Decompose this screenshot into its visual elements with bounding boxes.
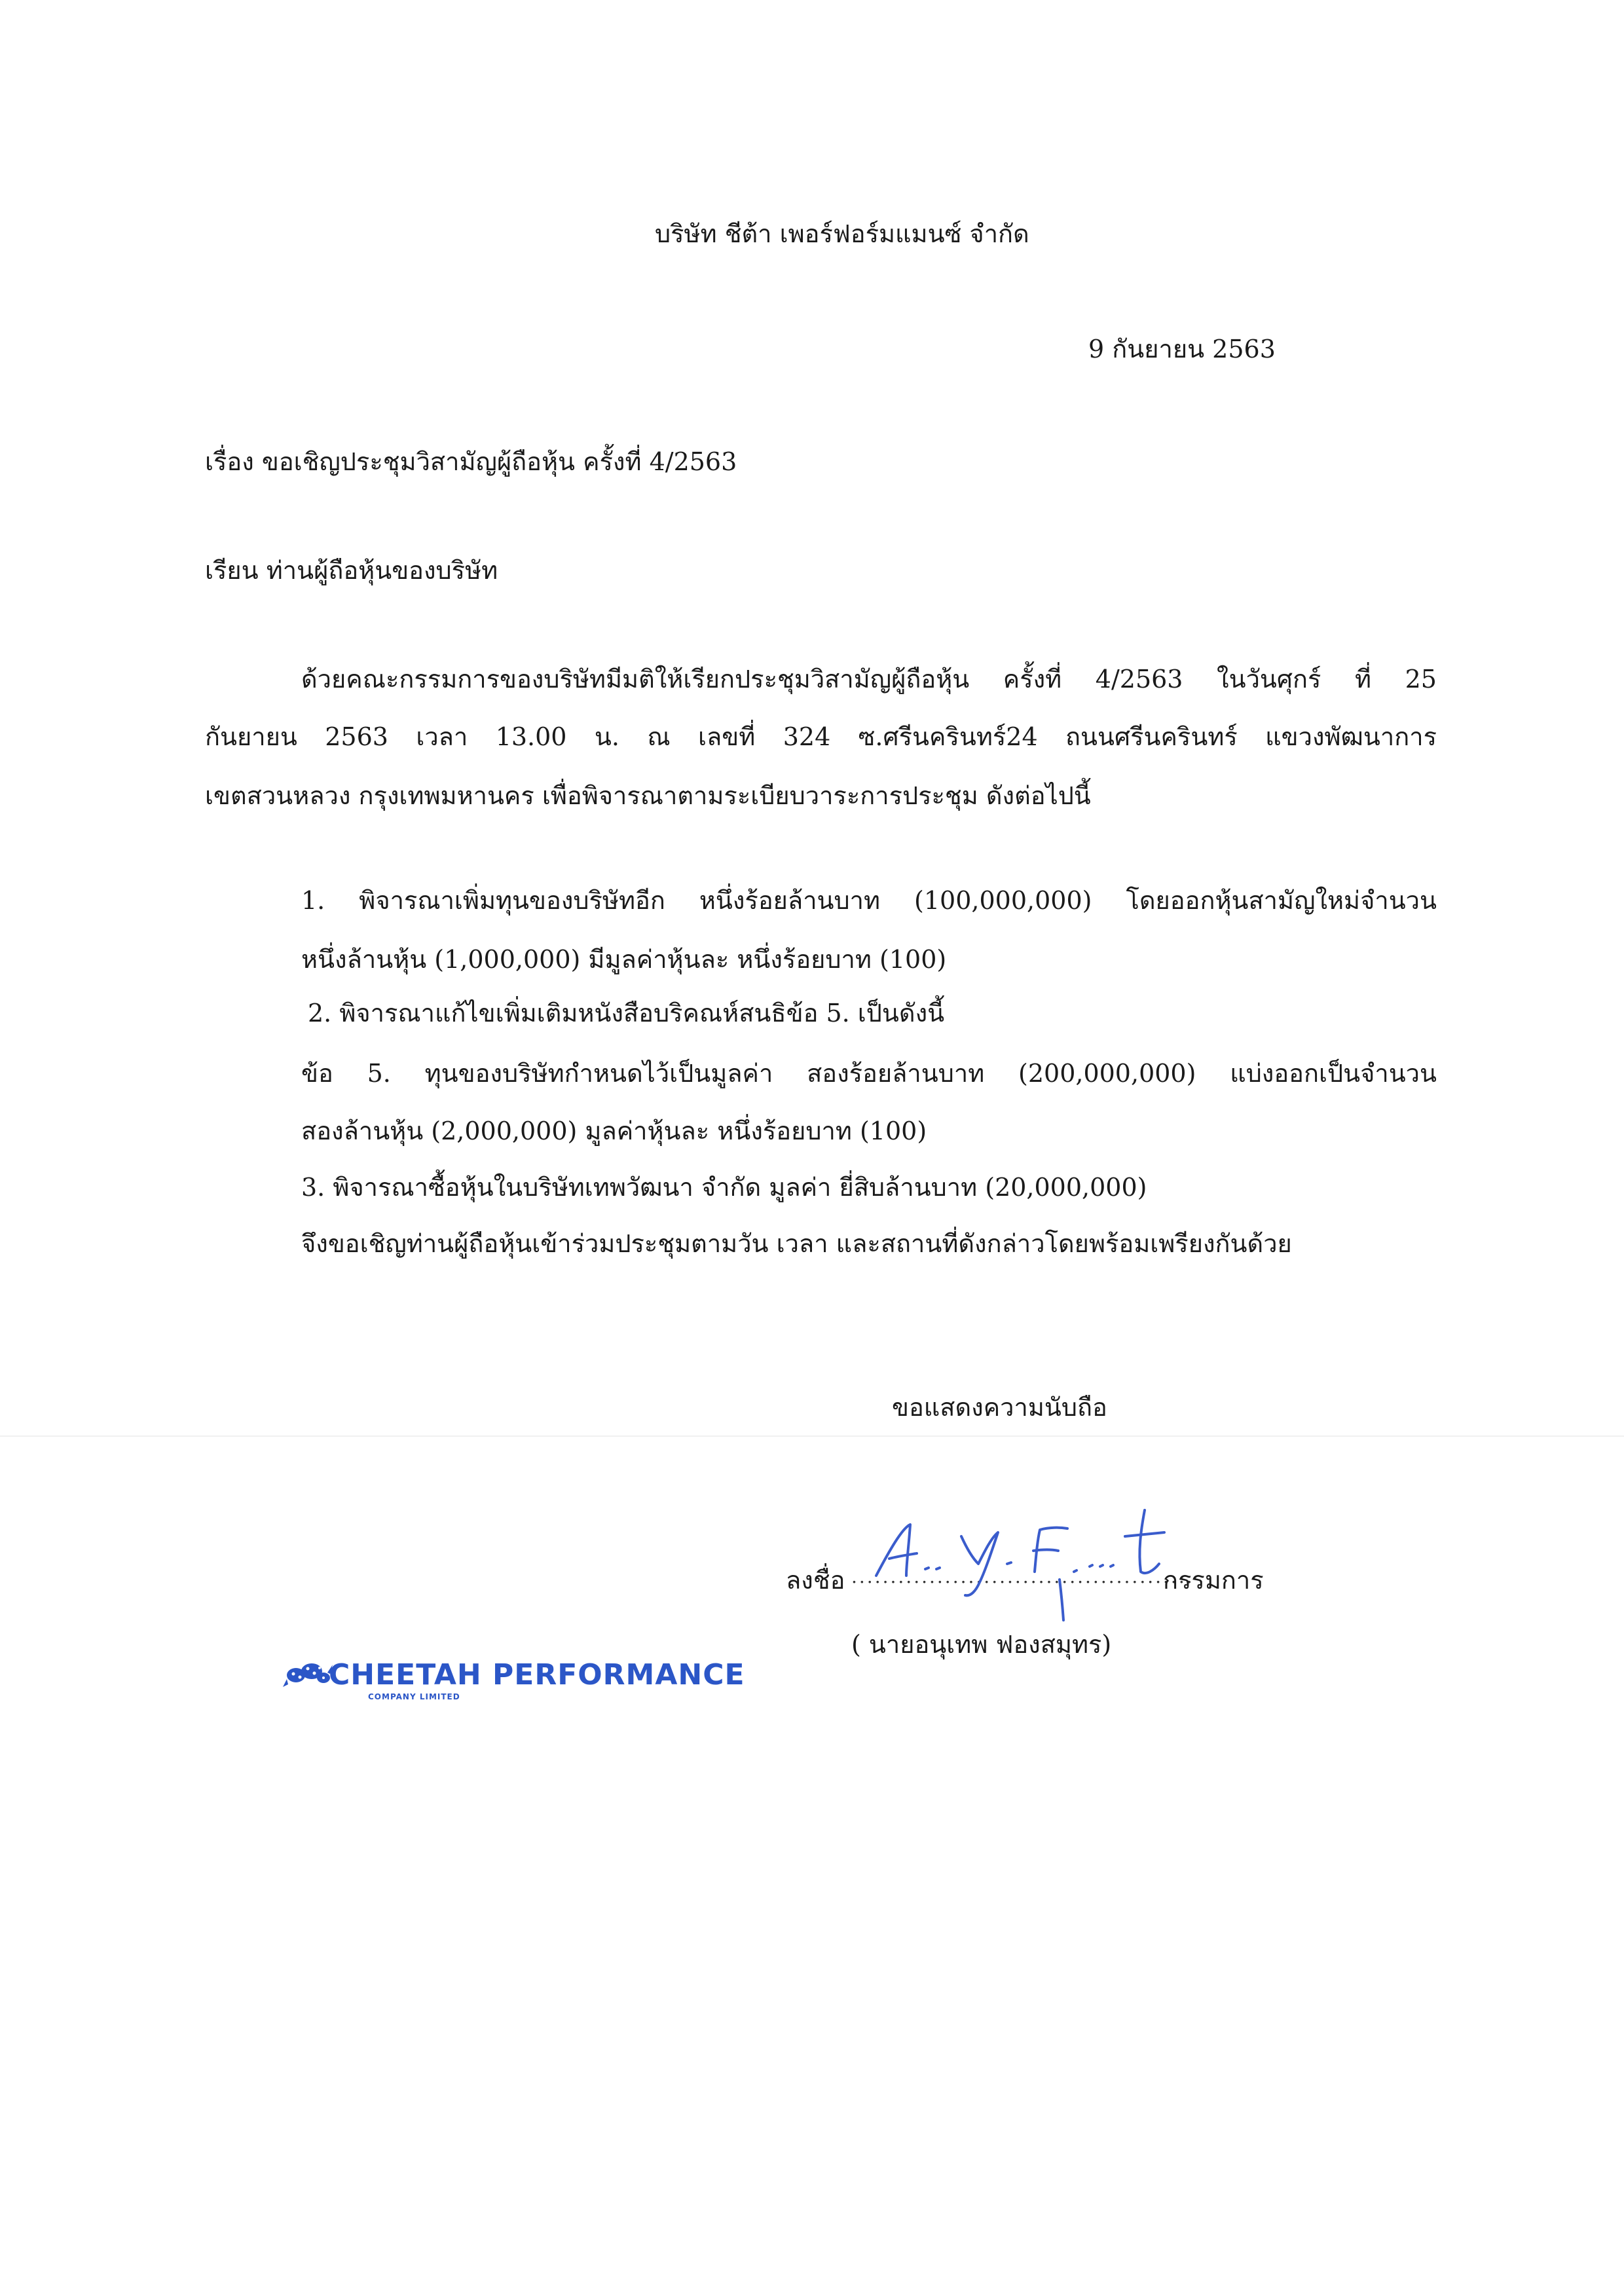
regards: ขอแสดงความนับถือ xyxy=(892,1393,1107,1422)
recipient-line: เรียน ท่านผู้ถือหุ้นของบริษัท xyxy=(205,556,498,585)
agenda-item-1-line-1: 1. พิจารณาเพิ่มทุนของบริษัทอีก หนึ่งร้อยล้านบาท (100,000,000) โดยออกหุ้นสามัญใหม่จำนวน xyxy=(301,886,1437,915)
signer-name: ( นายอนุเทพ ฟองสมุทร) xyxy=(851,1630,1112,1659)
clause-5-line-2: สองล้านหุ้น (2,000,000) มูลค่าหุ้นละ หนึ่งร้อยบาท (100) xyxy=(301,1117,927,1145)
agenda-item-2: 2. พิจารณาแก้ไขเพิ่มเติมหนังสือบริคณห์สนธิข้อ 5. เป็นดังนี้ xyxy=(308,999,945,1028)
intro-line-3: เขตสวนหลวง กรุงเทพมหานคร เพื่อพิจารณาตามระเบียบวาระการประชุม ดังต่อไปนี้ xyxy=(205,781,1091,810)
closing-line: จึงขอเชิญท่านผู้ถือหุ้นเข้าร่วมประชุมตามวัน เวลา และสถานที่ดังกล่าวโดยพร้อมเพรียงกันด้วย xyxy=(301,1229,1292,1258)
cheetah-logo-icon xyxy=(282,1656,334,1695)
letter-date: 9 กันยายน 2563 xyxy=(1088,335,1276,363)
company-name: บริษัท ชีต้า เพอร์ฟอร์มแมนซ์ จำกัด xyxy=(655,219,1029,248)
subject-line: เรื่อง ขอเชิญประชุมวิสามัญผู้ถือหุ้น ครั้งที่ 4/2563 xyxy=(205,447,737,476)
sign-label: ลงชื่อ xyxy=(786,1566,845,1595)
intro-line-1: ด้วยคณะกรรมการของบริษัทมีมติให้เรียกประชุมวิสามัญผู้ถือหุ้น ครั้งที่ 4/2563 ในวันศุกร์ ที่ 25 xyxy=(301,665,1437,694)
agenda-item-1-line-2: หนึ่งล้านหุ้น (1,000,000) มีมูลค่าหุ้นละ หนึ่งร้อยบาท (100) xyxy=(301,945,947,974)
seal-company-subtitle: COMPANY LIMITED xyxy=(368,1692,460,1701)
seal-company-name: CHEETAH PERFORMANCE xyxy=(329,1658,745,1692)
signature-dots: ............................................ xyxy=(851,1566,1194,1587)
paper-fold-line xyxy=(0,1435,1624,1437)
agenda-item-3: 3. พิจารณาซื้อหุ้นในบริษัทเทพวัฒนา จำกัด มูลค่า ยี่สิบล้านบาท (20,000,000) xyxy=(301,1173,1147,1202)
intro-line-2: กันยายน 2563 เวลา 13.00 น. ณ เลขที่ 324 ซ.ศรีนครินทร์24 ถนนศรีนครินทร์ แขวงพัฒนาการ xyxy=(205,722,1437,751)
signature-image xyxy=(863,1498,1204,1629)
signer-title: กรรมการ xyxy=(1163,1566,1264,1595)
clause-5-line-1: ข้อ 5. ทุนของบริษัทกำหนดไว้เป็นมูลค่า สองร้อยล้านบาท (200,000,000) แบ่งออกเป็นจำนวน xyxy=(301,1059,1437,1088)
